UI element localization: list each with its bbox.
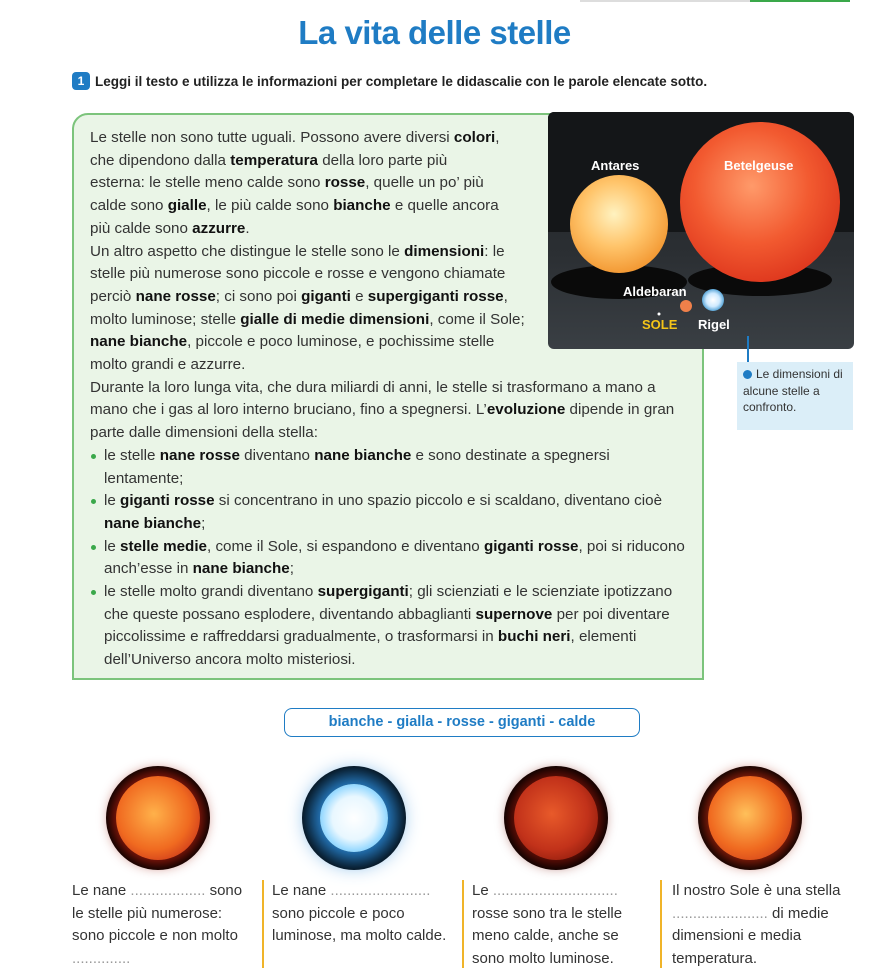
list-item: le stelle molto grandi diventano supergiganti; gli scienziati e le scienziate ipotizzano che queste possano esplodere, diventando abbaglianti supernove per poi diventare piccolissime e raffreddarsi gradualmente, o trasformarsi in buchi neri, elementi dell’Universo ancora molto misteriosi. xyxy=(90,581,690,672)
caption-bullet-icon xyxy=(743,370,752,379)
red-giant-photo xyxy=(504,766,608,870)
top-rule-accent xyxy=(750,0,850,2)
rigel-label: Rigel xyxy=(698,317,730,332)
rigel-star xyxy=(702,289,724,311)
exercise-number-badge: 1 xyxy=(72,72,90,90)
star-illustration xyxy=(548,112,854,349)
red-dwarf-photo xyxy=(106,766,210,870)
caption-red-dwarf: Le nane .................. sono le stelle più numerose: sono piccole e non molto .............. xyxy=(72,882,243,968)
passage-paragraph-2: Un altro aspetto che distingue le stelle sono le dimensioni: le stelle più numerose sono piccole e rosse e vengono chiamate perciò nane rosse; ci sono poi giganti e supergiganti rosse, molto luminose; stelle gialle di medie dimensioni, come il Sole; nane bianche, piccole e poco luminose, e pochissime stelle molto grandi e azzurre. xyxy=(90,242,525,374)
list-item: le stelle nane rosse diventano nane bianche e sono destinate a spegnersi lentamente; xyxy=(90,445,690,490)
white-dwarf-photo xyxy=(302,766,406,870)
antares-label: Antares xyxy=(591,158,640,173)
sole-label: SOLE xyxy=(642,317,678,332)
instruction xyxy=(72,72,707,90)
page-title: La vita delle stelle xyxy=(298,14,571,51)
column-divider xyxy=(262,880,264,968)
image-caption xyxy=(737,362,853,430)
answer-blank[interactable]: ....................... xyxy=(672,904,768,922)
sun-photo xyxy=(698,766,802,870)
antares-star xyxy=(570,175,668,273)
instruction-text: Leggi il testo e utilizza le informazioni per completare le didascalie con le parole elencate sotto. xyxy=(95,73,708,89)
betelgeuse-label: Betelgeuse xyxy=(724,158,794,173)
caption-sun: Il nostro Sole è una stella ....................... di medie dimensioni e media temperatura. xyxy=(672,882,841,968)
aldebaran-star xyxy=(680,300,692,312)
answer-blank[interactable]: .............. xyxy=(72,950,131,968)
sun-star xyxy=(658,313,661,316)
list-item: le giganti rosse si concentrano in uno spazio piccolo e si scaldano, diventano cioè nane bianche; xyxy=(90,490,690,535)
caption-white-dwarf: Le nane ........................ sono piccole e poco luminose, ma molto calde. xyxy=(272,882,447,945)
evolution-list xyxy=(90,445,690,672)
answer-blank[interactable]: ........................ xyxy=(330,882,431,899)
star-size-comparison-image xyxy=(548,112,854,349)
aldebaran-label: Aldebaran xyxy=(623,284,687,299)
column-divider xyxy=(462,880,464,968)
list-item: le stelle medie, come il Sole, si espandono e diventano giganti rosse, poi si riducono anch’esse in nane bianche; xyxy=(90,536,690,581)
word-bank: bianche - gialla - rosse - giganti - calde xyxy=(284,708,640,737)
caption-text: Le dimensioni di alcune stelle a confronto. xyxy=(743,367,843,414)
passage-paragraph-1: Le stelle non sono tutte uguali. Possono avere diversi colori, che dipendono dalla temperatura della loro parte più esterna: le stelle meno calde sono rosse, quelle un po’ più calde sono gialle, le più calde sono bianche e quelle ancora più calde sono azzurre. xyxy=(90,129,500,237)
betelgeuse-star xyxy=(680,122,840,282)
passage-paragraph-3: Durante la loro lunga vita, che dura miliardi di anni, le stelle si trasformano a mano a mano che i gas al loro interno bruciano, fino a spegnersi. L’evoluzione dipende in gran parte dalle dimensioni della stella: xyxy=(90,378,675,442)
answer-blank[interactable]: .............................. xyxy=(492,882,618,899)
column-divider xyxy=(660,880,662,968)
caption-red-giant: Le .............................. rosse sono tra le stelle meno calde, anche se sono molto luminose. xyxy=(472,882,623,968)
answer-blank[interactable]: .................. xyxy=(130,882,206,899)
top-rule xyxy=(580,0,750,2)
